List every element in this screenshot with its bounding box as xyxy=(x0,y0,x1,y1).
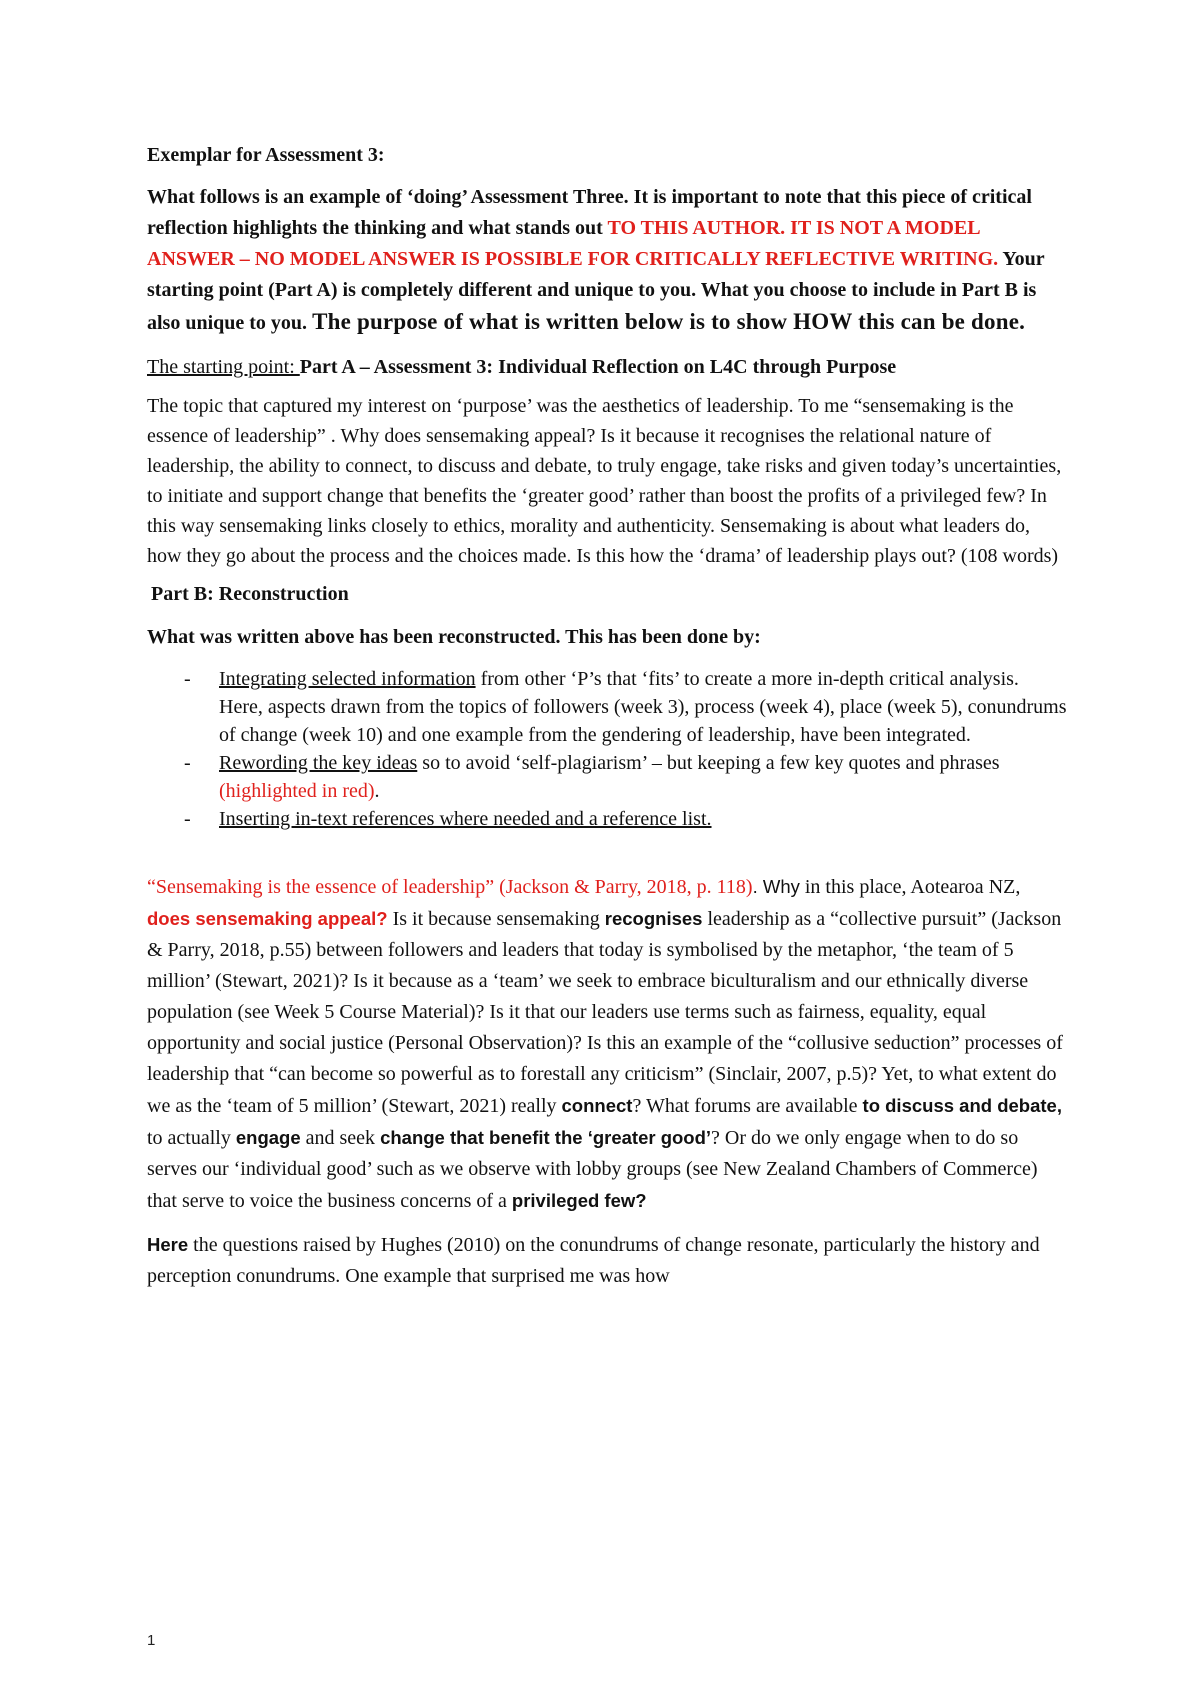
intro-purpose-statement: The purpose of what is written below is to show HOW this can be done. xyxy=(312,309,1026,334)
list-item xyxy=(147,749,1067,805)
bold-phrase: recognises xyxy=(604,908,703,929)
dash-bullet: - xyxy=(184,808,191,830)
starting-point-label: The starting point: xyxy=(147,356,300,378)
conundrums-paragraph xyxy=(147,1229,1067,1292)
bold-phrase: privileged few? xyxy=(511,1190,647,1211)
list-item xyxy=(147,665,1067,749)
bold-phrase: engage xyxy=(235,1127,301,1148)
red-bold-phrase: does sensemaking appeal? xyxy=(147,908,388,929)
intro-paragraph xyxy=(147,182,1067,339)
part-a-body: The topic that captured my interest on ‘purpose’ was the aesthetics of leadership. To me “sensemaking is the essence of leadership” . Why does sensemaking appeal? Is it because it recognises the relational nature of leadership, the ability to connect, to discuss and debate, to truly engage, take risks and given today’s uncertainties, to initiate and support change that benefits the ‘greater good’ rather than boost the profits of a privileged few? In this way sensemaking links closely to ethics, morality and authenticity. Sensemaking is about what leaders do, how they go about the process and the choices made. Is this how the ‘drama’ of leadership plays out? (108 words) xyxy=(147,395,1062,567)
bold-phrase: connect xyxy=(561,1095,633,1116)
document-page xyxy=(147,142,1067,1292)
text-run: in this place, Aotearoa NZ, xyxy=(799,876,1021,898)
text-run: to actually xyxy=(147,1127,236,1149)
reconstruction-steps-list xyxy=(147,665,1067,833)
text-run: the questions raised by Hughes (2010) on the conundrums of change resonate, particularly the history and perception conundrums. One example that surprised me was how xyxy=(147,1234,1040,1287)
text-run: and seek xyxy=(300,1127,381,1149)
red-quote: “Sensemaking is the essence of leadership” (Jackson & Parry, 2018, p. 118) xyxy=(147,876,753,898)
dash-bullet: - xyxy=(184,752,191,774)
page-number: 1 xyxy=(147,1632,156,1649)
list-item-key: Inserting in-text references where needed and a reference list. xyxy=(219,808,712,830)
intro-text-2: Your starting point (Part A) is completely different and unique to you. What you choose to include in Part B is also unique to you. xyxy=(147,248,1045,334)
list-item-key: Rewording the key ideas xyxy=(219,752,418,774)
list-item-end: . xyxy=(374,780,380,802)
bold-phrase: to discuss and debate, xyxy=(862,1095,1062,1116)
document-heading: Exemplar for Assessment 3: xyxy=(147,144,385,166)
list-item-text: so to avoid ‘self-plagiarism’ – but keeping a few key quotes and phrases xyxy=(417,752,1000,774)
list-item-text: from other ‘P’s that ‘fits’ to create a more in-depth critical analysis. Here, aspects drawn from the topics of followers (week 3), process (week 4), place (week 5), conundrums of change (week 10) and one example from the gendering of leadership, have been integrated. xyxy=(219,668,1067,746)
bold-phrase: change that benefit the ‘greater good’ xyxy=(380,1127,712,1148)
list-item xyxy=(147,805,1067,833)
part-a-heading xyxy=(147,353,1067,381)
intro-text: What follows is an example of ‘doing’ Assessment Three. It is important to note that this piece of critical reflection highlights the thinking and what stands out xyxy=(147,186,1032,239)
dash-bullet: - xyxy=(184,668,191,690)
intro-red-text: TO THIS AUTHOR. IT IS NOT A MODEL ANSWER – NO MODEL ANSWER IS POSSIBLE FOR CRITICALLY REFLECTIVE WRITING. xyxy=(147,217,999,270)
list-item-red-text: (highlighted in red) xyxy=(219,780,375,802)
text-run: ? Or do we only engage when to do so serves our ‘individual good’ such as we observe with lobby groups (see New Zealand Chambers of Commerce) that serve to voice the business concerns of a xyxy=(147,1127,1038,1212)
reconstruction-paragraph xyxy=(147,871,1067,1217)
list-item-key: Integrating selected information xyxy=(219,668,476,690)
text-run: ? What forums are available xyxy=(632,1095,863,1117)
text-run: Is it because sensemaking xyxy=(387,908,605,930)
part-b-intro: What was written above has been reconstructed. This has been done by: xyxy=(147,626,761,648)
text-run: . Why xyxy=(752,876,800,897)
part-a-title: Part A – Assessment 3: Individual Reflection on L4C through Purpose xyxy=(299,356,897,378)
bold-phrase: Here xyxy=(147,1234,189,1255)
text-run: leadership as a “collective pursuit” (Jackson & Parry, 2018, p.55) between followers and leaders that today is symbolised by the metaphor, ‘the team of 5 million’ (Stewart, 2021)? Is it because as a ‘team’ we seek to embrace biculturalism and our ethnically diverse population (see Week 5 Course Material)? Is it that our leaders use terms such as fairness, equality, equal opportunity and social justice (Personal Observation)? Is this an example of the “collusive seduction” processes of leadership that “can become so powerful as to forestall any criticism” (Sinclair, 2007, p.5)? Yet, to what extent do we as the ‘team of 5 million’ (Stewart, 2021) really xyxy=(147,908,1063,1117)
part-b-title: Part B: Reconstruction xyxy=(151,583,349,605)
